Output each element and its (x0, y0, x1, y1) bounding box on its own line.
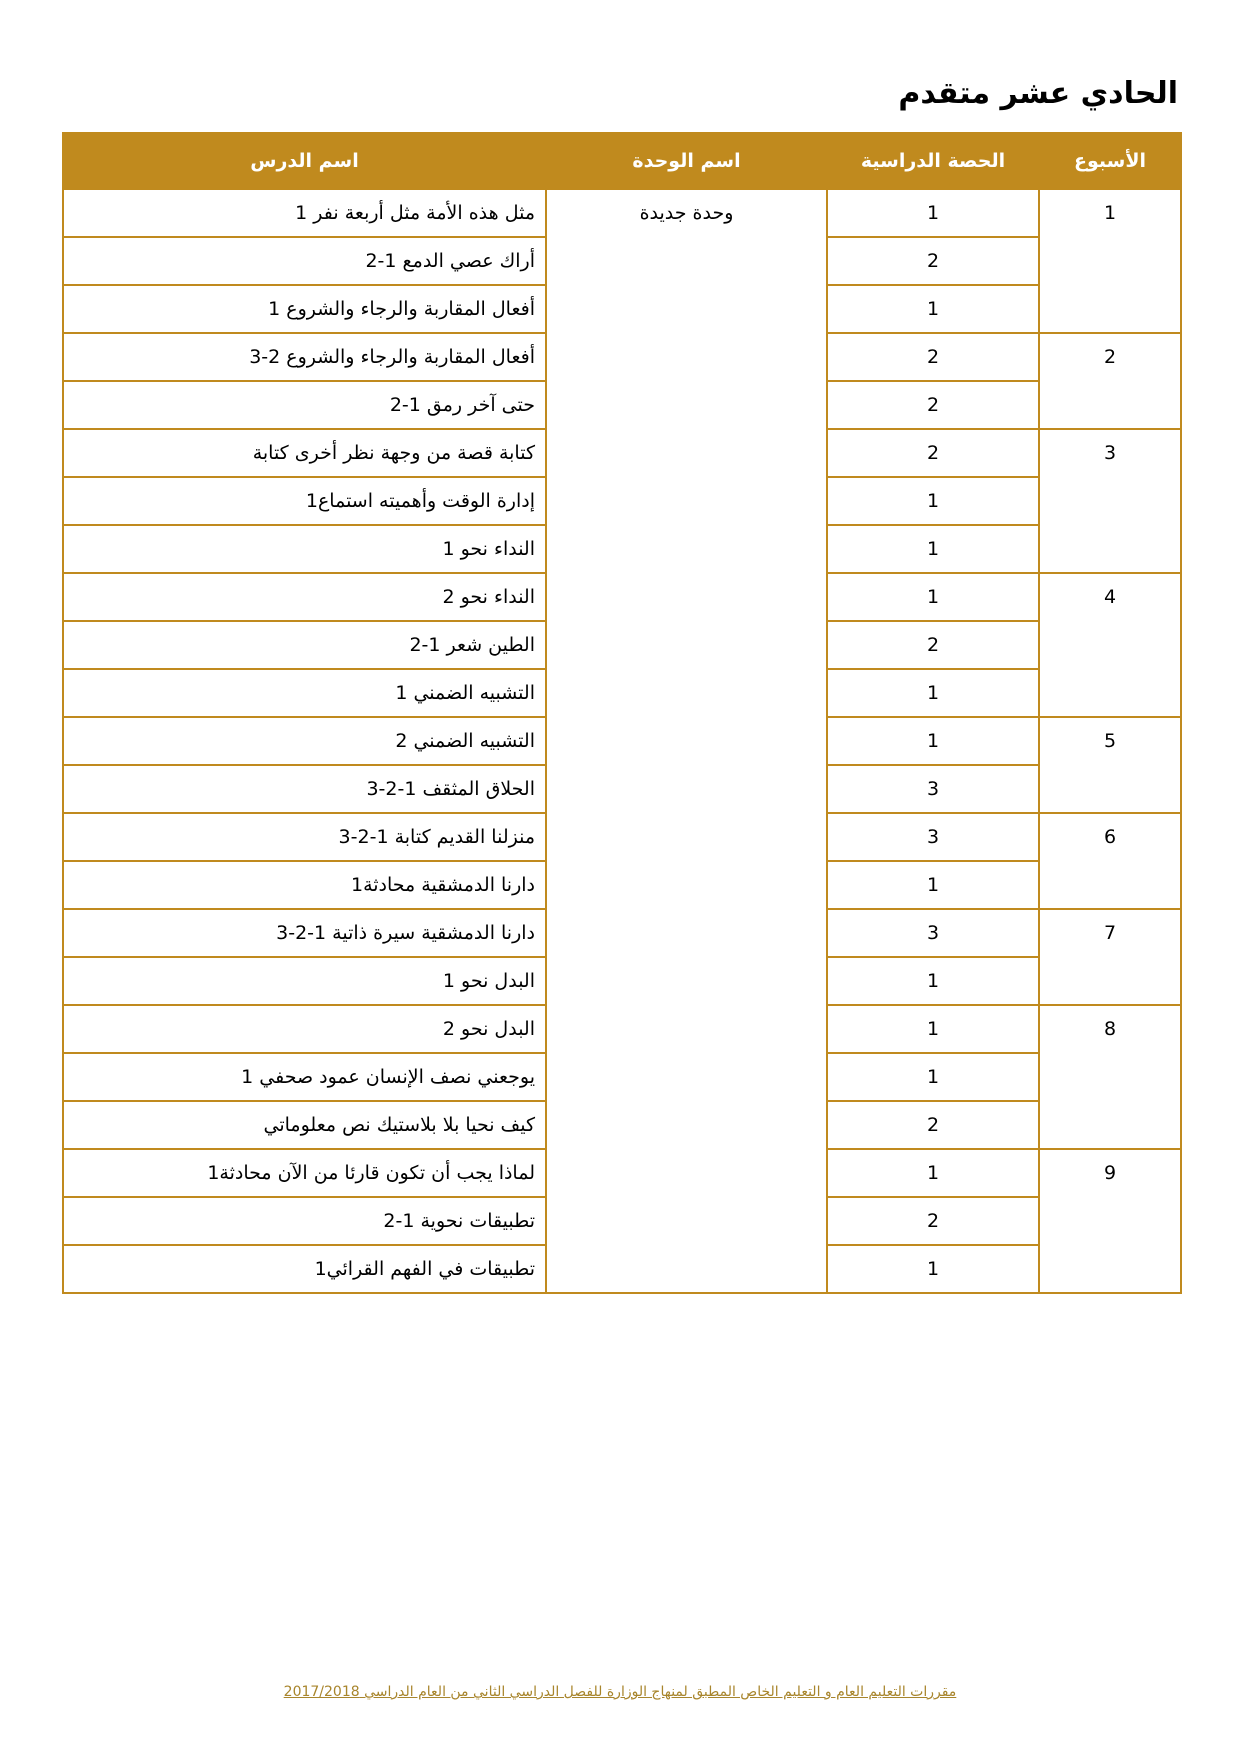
period-cell: 2 (827, 381, 1039, 429)
lesson-cell: دارنا الدمشقية سيرة ذاتية 1-2-3 (63, 909, 546, 957)
period-cell: 1 (827, 1149, 1039, 1197)
period-cell: 1 (827, 669, 1039, 717)
period-cell: 2 (827, 429, 1039, 477)
footer-note: مقررات التعليم العام و التعليم الخاص المطبق لمنهاج الوزارة للفصل الدراسي الثاني من العام الدراسي 2017/2018 (283, 1684, 957, 1700)
lesson-cell: التشبيه الضمني 2 (63, 717, 546, 765)
period-cell: 2 (827, 621, 1039, 669)
week-cell: 9 (1039, 1149, 1181, 1293)
week-cell: 3 (1039, 429, 1181, 573)
period-cell: 1 (827, 477, 1039, 525)
lesson-cell: إدارة الوقت وأهميته استماع1 (63, 477, 546, 525)
period-cell: 2 (827, 333, 1039, 381)
lesson-cell: حتى آخر رمق 1-2 (63, 381, 546, 429)
period-cell: 1 (827, 717, 1039, 765)
unit-cell: وحدة جديدة (546, 189, 827, 1293)
lesson-cell: أفعال المقاربة والرجاء والشروع 2-3 (63, 333, 546, 381)
lesson-cell: كتابة قصة من وجهة نظر أخرى كتابة (63, 429, 546, 477)
period-cell: 1 (827, 1245, 1039, 1293)
period-cell: 1 (827, 573, 1039, 621)
lesson-cell: كيف نحيا بلا بلاستيك نص معلوماتي (63, 1101, 546, 1149)
period-cell: 3 (827, 909, 1039, 957)
week-cell: 8 (1039, 1005, 1181, 1149)
period-cell: 3 (827, 765, 1039, 813)
period-cell: 1 (827, 861, 1039, 909)
table-header-row (63, 133, 1181, 189)
lesson-cell: أراك عصي الدمع 1-2 (63, 237, 546, 285)
week-cell: 2 (1039, 333, 1181, 429)
period-cell: 1 (827, 189, 1039, 237)
period-cell: 1 (827, 1005, 1039, 1053)
lesson-cell: النداء نحو 2 (63, 573, 546, 621)
period-cell: 2 (827, 1197, 1039, 1245)
lesson-cell: مثل هذه الأمة مثل أربعة نفر 1 (63, 189, 546, 237)
header-period: الحصة الدراسية (827, 133, 1039, 189)
lesson-cell: البدل نحو 2 (63, 1005, 546, 1053)
lesson-cell: منزلنا القديم كتابة 1-2-3 (63, 813, 546, 861)
lesson-cell: الحلاق المثقف 1-2-3 (63, 765, 546, 813)
period-cell: 1 (827, 957, 1039, 1005)
lesson-cell: أفعال المقاربة والرجاء والشروع 1 (63, 285, 546, 333)
period-cell: 2 (827, 1101, 1039, 1149)
week-cell: 6 (1039, 813, 1181, 909)
lesson-cell: الطين شعر 1-2 (63, 621, 546, 669)
period-cell: 1 (827, 525, 1039, 573)
week-cell: 7 (1039, 909, 1181, 1005)
header-unit: اسم الوحدة (546, 133, 827, 189)
page-title: الحادي عشر متقدم (898, 76, 1178, 111)
lesson-cell: النداء نحو 1 (63, 525, 546, 573)
period-cell: 2 (827, 237, 1039, 285)
week-cell: 4 (1039, 573, 1181, 717)
lesson-cell: لماذا يجب أن تكون قارئا من الآن محادثة1 (63, 1149, 546, 1197)
header-week: الأسبوع (1039, 133, 1181, 189)
lesson-cell: التشبيه الضمني 1 (63, 669, 546, 717)
week-cell: 1 (1039, 189, 1181, 333)
period-cell: 1 (827, 1053, 1039, 1101)
lesson-cell: تطبيقات نحوية 1-2 (63, 1197, 546, 1245)
lesson-cell: دارنا الدمشقية محادثة1 (63, 861, 546, 909)
table-row (63, 189, 1181, 237)
week-cell: 5 (1039, 717, 1181, 813)
lesson-cell: يوجعني نصف الإنسان عمود صحفي 1 (63, 1053, 546, 1101)
header-lesson: اسم الدرس (63, 133, 546, 189)
period-cell: 3 (827, 813, 1039, 861)
period-cell: 1 (827, 285, 1039, 333)
lesson-cell: البدل نحو 1 (63, 957, 546, 1005)
lesson-cell: تطبيقات في الفهم القرائي1 (63, 1245, 546, 1293)
curriculum-table (62, 132, 1182, 1294)
